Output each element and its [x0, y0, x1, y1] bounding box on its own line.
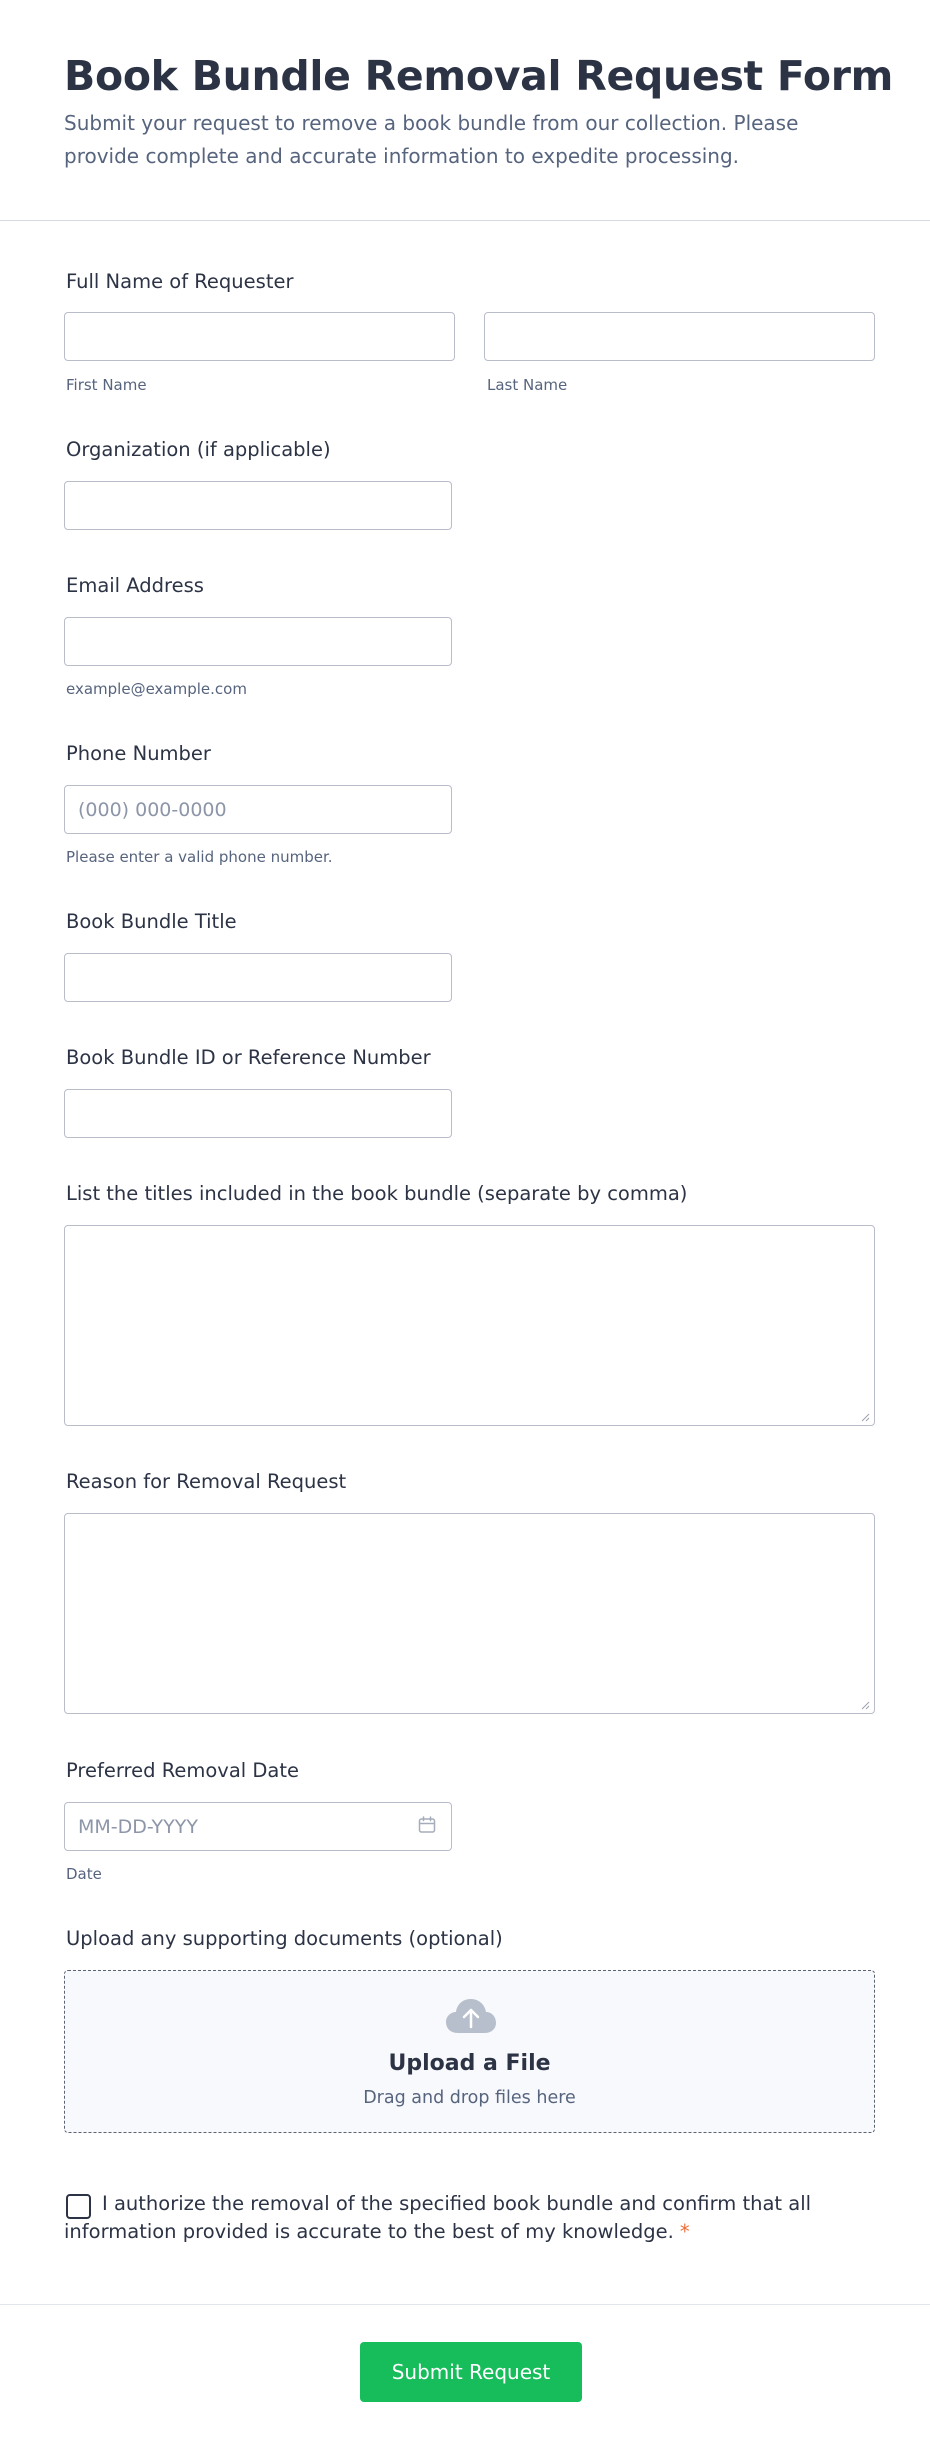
calendar-icon[interactable] [417, 1815, 437, 1835]
bundle-id-input[interactable] [64, 1089, 452, 1138]
first-name-sublabel: First Name [66, 376, 147, 394]
bundle-title-label: Book Bundle Title [66, 910, 237, 933]
full-name-label: Full Name of Requester [66, 270, 294, 293]
required-mark: * [679, 2220, 690, 2243]
phone-label: Phone Number [66, 742, 211, 765]
removal-date-input[interactable] [64, 1802, 452, 1851]
resize-handle-icon[interactable] [860, 1700, 870, 1710]
submit-button[interactable]: Submit Request [360, 2342, 582, 2402]
footer-divider [0, 2304, 930, 2305]
titles-list-label: List the titles included in the book bundle (separate by comma) [66, 1182, 688, 1205]
upload-label: Upload any supporting documents (optional) [66, 1927, 503, 1950]
cloud-upload-icon [445, 1997, 497, 2037]
titles-list-textarea[interactable] [64, 1225, 875, 1426]
form-header [0, 0, 930, 221]
resize-handle-icon[interactable] [860, 1412, 870, 1422]
last-name-sublabel: Last Name [487, 376, 568, 394]
page-subtitle: Submit your request to remove a book bundle from our collection. Please provide complete and accurate information to expedite processing. [64, 111, 799, 168]
first-name-input[interactable] [64, 312, 455, 361]
consent-text: I authorize the removal of the specified book bundle and confirm that all information provided is accurate to the best of my knowledge. [64, 2192, 812, 2243]
email-input[interactable] [64, 617, 452, 666]
removal-date-sublabel: Date [66, 1865, 102, 1883]
bundle-id-label: Book Bundle ID or Reference Number [66, 1046, 431, 1069]
consent-text-block [64, 2190, 864, 2246]
reason-textarea[interactable] [64, 1513, 875, 1714]
phone-sublabel: Please enter a valid phone number. [66, 848, 333, 866]
file-upload-dropzone[interactable] [64, 1970, 875, 2133]
bundle-title-input[interactable] [64, 953, 452, 1002]
email-sublabel: example@example.com [66, 680, 247, 698]
last-name-input[interactable] [484, 312, 875, 361]
upload-subtitle: Drag and drop files here [363, 2088, 576, 2108]
phone-input[interactable] [64, 785, 452, 834]
email-label: Email Address [66, 574, 204, 597]
removal-date-label: Preferred Removal Date [66, 1759, 300, 1782]
organization-label: Organization (if applicable) [66, 438, 331, 461]
reason-label: Reason for Removal Request [66, 1470, 347, 1493]
page-title: Book Bundle Removal Request Form [64, 52, 894, 100]
upload-title: Upload a File [388, 2051, 551, 2076]
organization-input[interactable] [64, 481, 452, 530]
